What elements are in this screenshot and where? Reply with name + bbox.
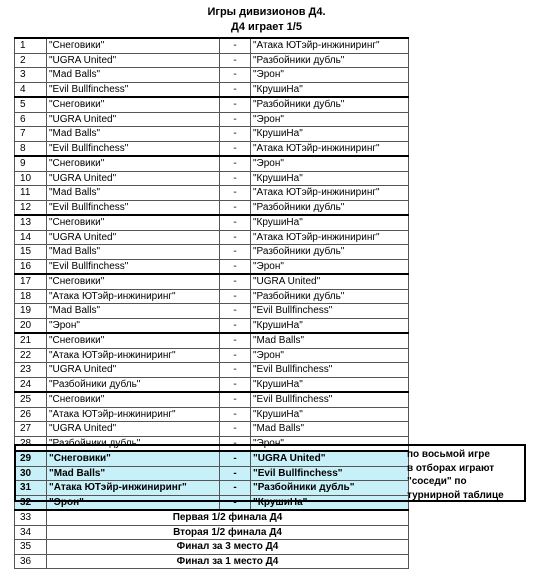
table-row xyxy=(15,304,409,319)
vs-dash: - xyxy=(220,53,251,68)
table-row xyxy=(15,230,409,245)
team-away: "КрушиНа" xyxy=(251,377,409,392)
vs-dash: - xyxy=(220,186,251,201)
table-row xyxy=(15,407,409,422)
game-number: 28 xyxy=(15,436,47,451)
team-away: "UGRA United" xyxy=(251,451,409,466)
game-number: 4 xyxy=(15,82,47,97)
vs-dash: - xyxy=(220,392,251,407)
game-number: 5 xyxy=(15,97,47,112)
game-number: 1 xyxy=(15,38,47,53)
vs-dash: - xyxy=(220,451,251,466)
team-home: "Mad Balls" xyxy=(47,245,220,260)
vs-dash: - xyxy=(220,363,251,378)
final-label: Первая 1/2 финала Д4 xyxy=(47,510,409,525)
table-row xyxy=(15,481,409,496)
game-number: 15 xyxy=(15,245,47,260)
table-row xyxy=(15,141,409,156)
team-home: "Mad Balls" xyxy=(47,304,220,319)
game-number: 8 xyxy=(15,141,47,156)
vs-dash: - xyxy=(220,112,251,127)
page-subtitle: Д4 играет 1/5 xyxy=(231,21,302,33)
game-number: 36 xyxy=(15,554,47,569)
games-table xyxy=(14,37,409,569)
table-row xyxy=(15,377,409,392)
team-away: "Эрон" xyxy=(251,156,409,171)
vs-dash: - xyxy=(220,407,251,422)
team-away: "Атака ЮТэйр-инжиниринг" xyxy=(251,230,409,245)
team-away: "КрушиНа" xyxy=(251,318,409,333)
team-home: "Mad Balls" xyxy=(47,186,220,201)
team-home: "Атака ЮТэйр-инжиниринг" xyxy=(47,481,220,496)
team-home: "UGRA United" xyxy=(47,171,220,186)
table-row xyxy=(15,171,409,186)
team-away: "КрушиНа" xyxy=(251,215,409,230)
game-number: 11 xyxy=(15,186,47,201)
team-home: "UGRA United" xyxy=(47,53,220,68)
vs-dash: - xyxy=(220,289,251,304)
team-away: "КрушиНа" xyxy=(251,171,409,186)
team-home: "UGRA United" xyxy=(47,422,220,437)
vs-dash: - xyxy=(220,200,251,215)
vs-dash: - xyxy=(220,215,251,230)
vs-dash: - xyxy=(220,97,251,112)
table-row xyxy=(15,318,409,333)
game-number: 9 xyxy=(15,156,47,171)
game-number: 27 xyxy=(15,422,47,437)
team-home: "Разбойники дубль" xyxy=(47,377,220,392)
table-row xyxy=(15,510,409,525)
team-away: "Evil Bullfinchess" xyxy=(251,304,409,319)
note-line: по восьмой игре xyxy=(407,449,490,460)
table-row xyxy=(15,53,409,68)
table-row xyxy=(15,97,409,112)
vs-dash: - xyxy=(220,230,251,245)
team-home: "Снеговики" xyxy=(47,333,220,348)
table-row xyxy=(15,540,409,555)
game-number: 26 xyxy=(15,407,47,422)
vs-dash: - xyxy=(220,348,251,363)
team-away: "Эрон" xyxy=(251,259,409,274)
vs-dash: - xyxy=(220,495,251,510)
team-home: "Снеговики" xyxy=(47,392,220,407)
note-line: "соседи" по xyxy=(407,476,467,487)
team-home: "Эрон" xyxy=(47,318,220,333)
table-row xyxy=(15,156,409,171)
table-row xyxy=(15,451,409,466)
game-number: 18 xyxy=(15,289,47,304)
table-row xyxy=(15,466,409,481)
team-home: "Evil Bullfinchess" xyxy=(47,259,220,274)
team-away: "Разбойники дубль" xyxy=(251,97,409,112)
game-number: 29 xyxy=(15,451,47,466)
table-row xyxy=(15,495,409,510)
team-away: "КрушиНа" xyxy=(251,495,409,510)
table-row xyxy=(15,68,409,83)
table-row xyxy=(15,363,409,378)
team-away: "Атака ЮТэйр-инжиниринг" xyxy=(251,38,409,53)
vs-dash: - xyxy=(220,481,251,496)
game-number: 30 xyxy=(15,466,47,481)
final-label: Вторая 1/2 финала Д4 xyxy=(47,525,409,540)
team-away: "КрушиНа" xyxy=(251,127,409,142)
table-row xyxy=(15,200,409,215)
table-row xyxy=(15,333,409,348)
vs-dash: - xyxy=(220,422,251,437)
team-home: "Снеговики" xyxy=(47,156,220,171)
table-row xyxy=(15,186,409,201)
game-number: 7 xyxy=(15,127,47,142)
table-row xyxy=(15,274,409,289)
vs-dash: - xyxy=(220,333,251,348)
table-row xyxy=(15,525,409,540)
game-number: 16 xyxy=(15,259,47,274)
team-away: "Mad Balls" xyxy=(251,333,409,348)
team-away: "Атака ЮТэйр-инжиниринг" xyxy=(251,141,409,156)
team-home: "Снеговики" xyxy=(47,274,220,289)
team-home: "Mad Balls" xyxy=(47,68,220,83)
team-home: "Атака ЮТэйр-инжиниринг" xyxy=(47,348,220,363)
final-label: Финал за 1 место Д4 xyxy=(47,554,409,569)
game-number: 22 xyxy=(15,348,47,363)
game-number: 6 xyxy=(15,112,47,127)
table-row xyxy=(15,348,409,363)
team-away: "Evil Bullfinchess" xyxy=(251,466,409,481)
vs-dash: - xyxy=(220,436,251,451)
team-home: "Mad Balls" xyxy=(47,466,220,481)
vs-dash: - xyxy=(220,38,251,53)
team-away: "КрушиНа" xyxy=(251,407,409,422)
table-row xyxy=(15,422,409,437)
vs-dash: - xyxy=(220,156,251,171)
vs-dash: - xyxy=(220,466,251,481)
game-number: 13 xyxy=(15,215,47,230)
team-home: "UGRA United" xyxy=(47,112,220,127)
vs-dash: - xyxy=(220,127,251,142)
game-number: 12 xyxy=(15,200,47,215)
team-away: "Эрон" xyxy=(251,68,409,83)
team-away: "Разбойники дубль" xyxy=(251,200,409,215)
table-row xyxy=(15,127,409,142)
team-away: "Evil Bullfinchess" xyxy=(251,392,409,407)
team-home: "UGRA United" xyxy=(47,230,220,245)
vs-dash: - xyxy=(220,68,251,83)
game-number: 19 xyxy=(15,304,47,319)
vs-dash: - xyxy=(220,82,251,97)
game-number: 34 xyxy=(15,525,47,540)
team-home: "Разбойники дубль" xyxy=(47,436,220,451)
vs-dash: - xyxy=(220,171,251,186)
game-number: 2 xyxy=(15,53,47,68)
team-away: "Evil Bullfinchess" xyxy=(251,363,409,378)
team-home: "Evil Bullfinchess" xyxy=(47,82,220,97)
team-home: "UGRA United" xyxy=(47,363,220,378)
vs-dash: - xyxy=(220,245,251,260)
game-number: 25 xyxy=(15,392,47,407)
team-home: "Снеговики" xyxy=(47,215,220,230)
table-row xyxy=(15,82,409,97)
game-number: 32 xyxy=(15,495,47,510)
game-number: 23 xyxy=(15,363,47,378)
game-number: 17 xyxy=(15,274,47,289)
table-row xyxy=(15,289,409,304)
table-row xyxy=(15,245,409,260)
team-away: "Эрон" xyxy=(251,112,409,127)
vs-dash: - xyxy=(220,141,251,156)
table-row xyxy=(15,215,409,230)
team-home: "Эрон" xyxy=(47,495,220,510)
team-home: "Mad Balls" xyxy=(47,127,220,142)
table-row xyxy=(15,392,409,407)
game-number: 24 xyxy=(15,377,47,392)
team-away: "Разбойники дубль" xyxy=(251,245,409,260)
team-home: "Снеговики" xyxy=(47,451,220,466)
team-away: "Атака ЮТэйр-инжиниринг" xyxy=(251,186,409,201)
final-label: Финал за 3 место Д4 xyxy=(47,540,409,555)
game-number: 33 xyxy=(15,510,47,525)
team-away: "Разбойники дубль" xyxy=(251,481,409,496)
table-row xyxy=(15,436,409,451)
game-number: 21 xyxy=(15,333,47,348)
team-home: "Evil Bullfinchess" xyxy=(47,200,220,215)
note-box xyxy=(404,444,526,502)
team-home: "Снеговики" xyxy=(47,97,220,112)
page-title: Игры дивизионов Д4. xyxy=(207,6,326,18)
game-number: 10 xyxy=(15,171,47,186)
team-home: "Атака ЮТэйр-инжиниринг" xyxy=(47,407,220,422)
note-line: турнирной таблице xyxy=(407,489,504,501)
game-number: 35 xyxy=(15,540,47,555)
vs-dash: - xyxy=(220,274,251,289)
table-row xyxy=(15,259,409,274)
game-number: 31 xyxy=(15,481,47,496)
team-home: "Evil Bullfinchess" xyxy=(47,141,220,156)
team-home: "Снеговики" xyxy=(47,38,220,53)
table-row xyxy=(15,554,409,569)
team-home: "Атака ЮТэйр-инжиниринг" xyxy=(47,289,220,304)
team-away: "Эрон" xyxy=(251,348,409,363)
vs-dash: - xyxy=(220,259,251,274)
team-away: "Mad Balls" xyxy=(251,422,409,437)
game-number: 14 xyxy=(15,230,47,245)
table-row xyxy=(15,38,409,53)
game-number: 3 xyxy=(15,68,47,83)
vs-dash: - xyxy=(220,377,251,392)
note-line: в отборах играют xyxy=(407,462,495,474)
team-away: "Эрон" xyxy=(251,436,409,451)
team-away: "КрушиНа" xyxy=(251,82,409,97)
team-away: "Разбойники дубль" xyxy=(251,289,409,304)
team-away: "UGRA United" xyxy=(251,274,409,289)
vs-dash: - xyxy=(220,304,251,319)
vs-dash: - xyxy=(220,318,251,333)
game-number: 20 xyxy=(15,318,47,333)
team-away: "Разбойники дубль" xyxy=(251,53,409,68)
table-row xyxy=(15,112,409,127)
